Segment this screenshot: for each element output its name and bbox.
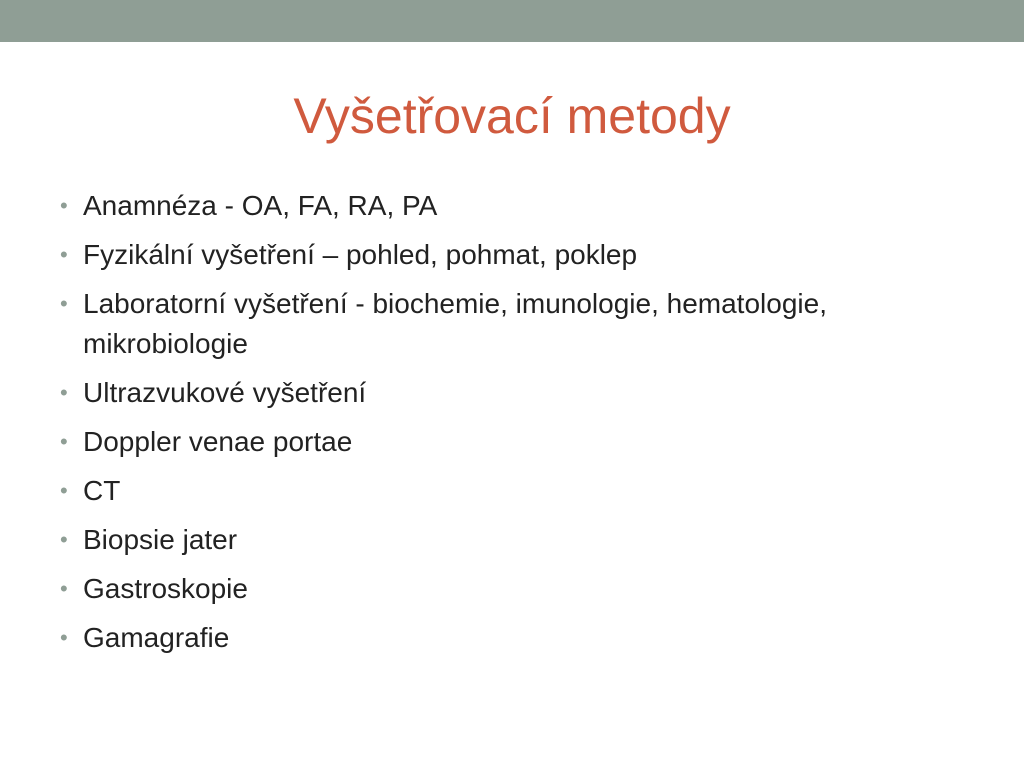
bullet-text: Gamagrafie xyxy=(83,622,230,653)
bullet-dot-icon: • xyxy=(60,193,68,218)
bullet-item-doppler xyxy=(60,422,960,462)
bullet-item-gastroskopie xyxy=(60,569,960,609)
bullet-item-ultrazvuk xyxy=(60,373,960,413)
bullet-dot-icon: • xyxy=(60,576,68,601)
bullet-list xyxy=(60,186,960,667)
slide-title: Vyšetřovací metody xyxy=(293,88,731,144)
bullet-dot-icon: • xyxy=(60,380,68,405)
bullet-text: Gastroskopie xyxy=(83,573,248,604)
bullet-dot-icon: • xyxy=(60,291,68,316)
bullet-text: Fyzikální vyšetření – pohled, pohmat, poklep xyxy=(83,239,638,270)
bullet-dot-icon: • xyxy=(60,625,68,650)
bullet-item-fyzikalni xyxy=(60,235,960,275)
bullet-item-anamneza xyxy=(60,186,960,226)
bullet-item-ct xyxy=(60,471,960,511)
bullet-dot-icon: • xyxy=(60,429,68,454)
bullet-text: CT xyxy=(83,475,121,506)
bullet-text: Ultrazvukové vyšetření xyxy=(83,377,367,408)
bullet-text: Anamnéza - OA, FA, RA, PA xyxy=(83,190,438,221)
bullet-dot-icon: • xyxy=(60,242,68,267)
bullet-dot-icon: • xyxy=(60,527,68,552)
bullet-text: Doppler venae portae xyxy=(83,426,353,457)
bullet-text: Biopsie jater xyxy=(83,524,238,555)
bullet-item-biopsie xyxy=(60,520,960,560)
bullet-item-laboratorni xyxy=(60,284,960,364)
top-accent-bar xyxy=(0,0,1024,42)
bullet-dot-icon: • xyxy=(60,478,68,503)
bullet-item-gamagrafie xyxy=(60,618,960,658)
bullet-text: Laboratorní vyšetření - biochemie, imunologie, hematologie, mikrobiologie xyxy=(83,288,827,359)
